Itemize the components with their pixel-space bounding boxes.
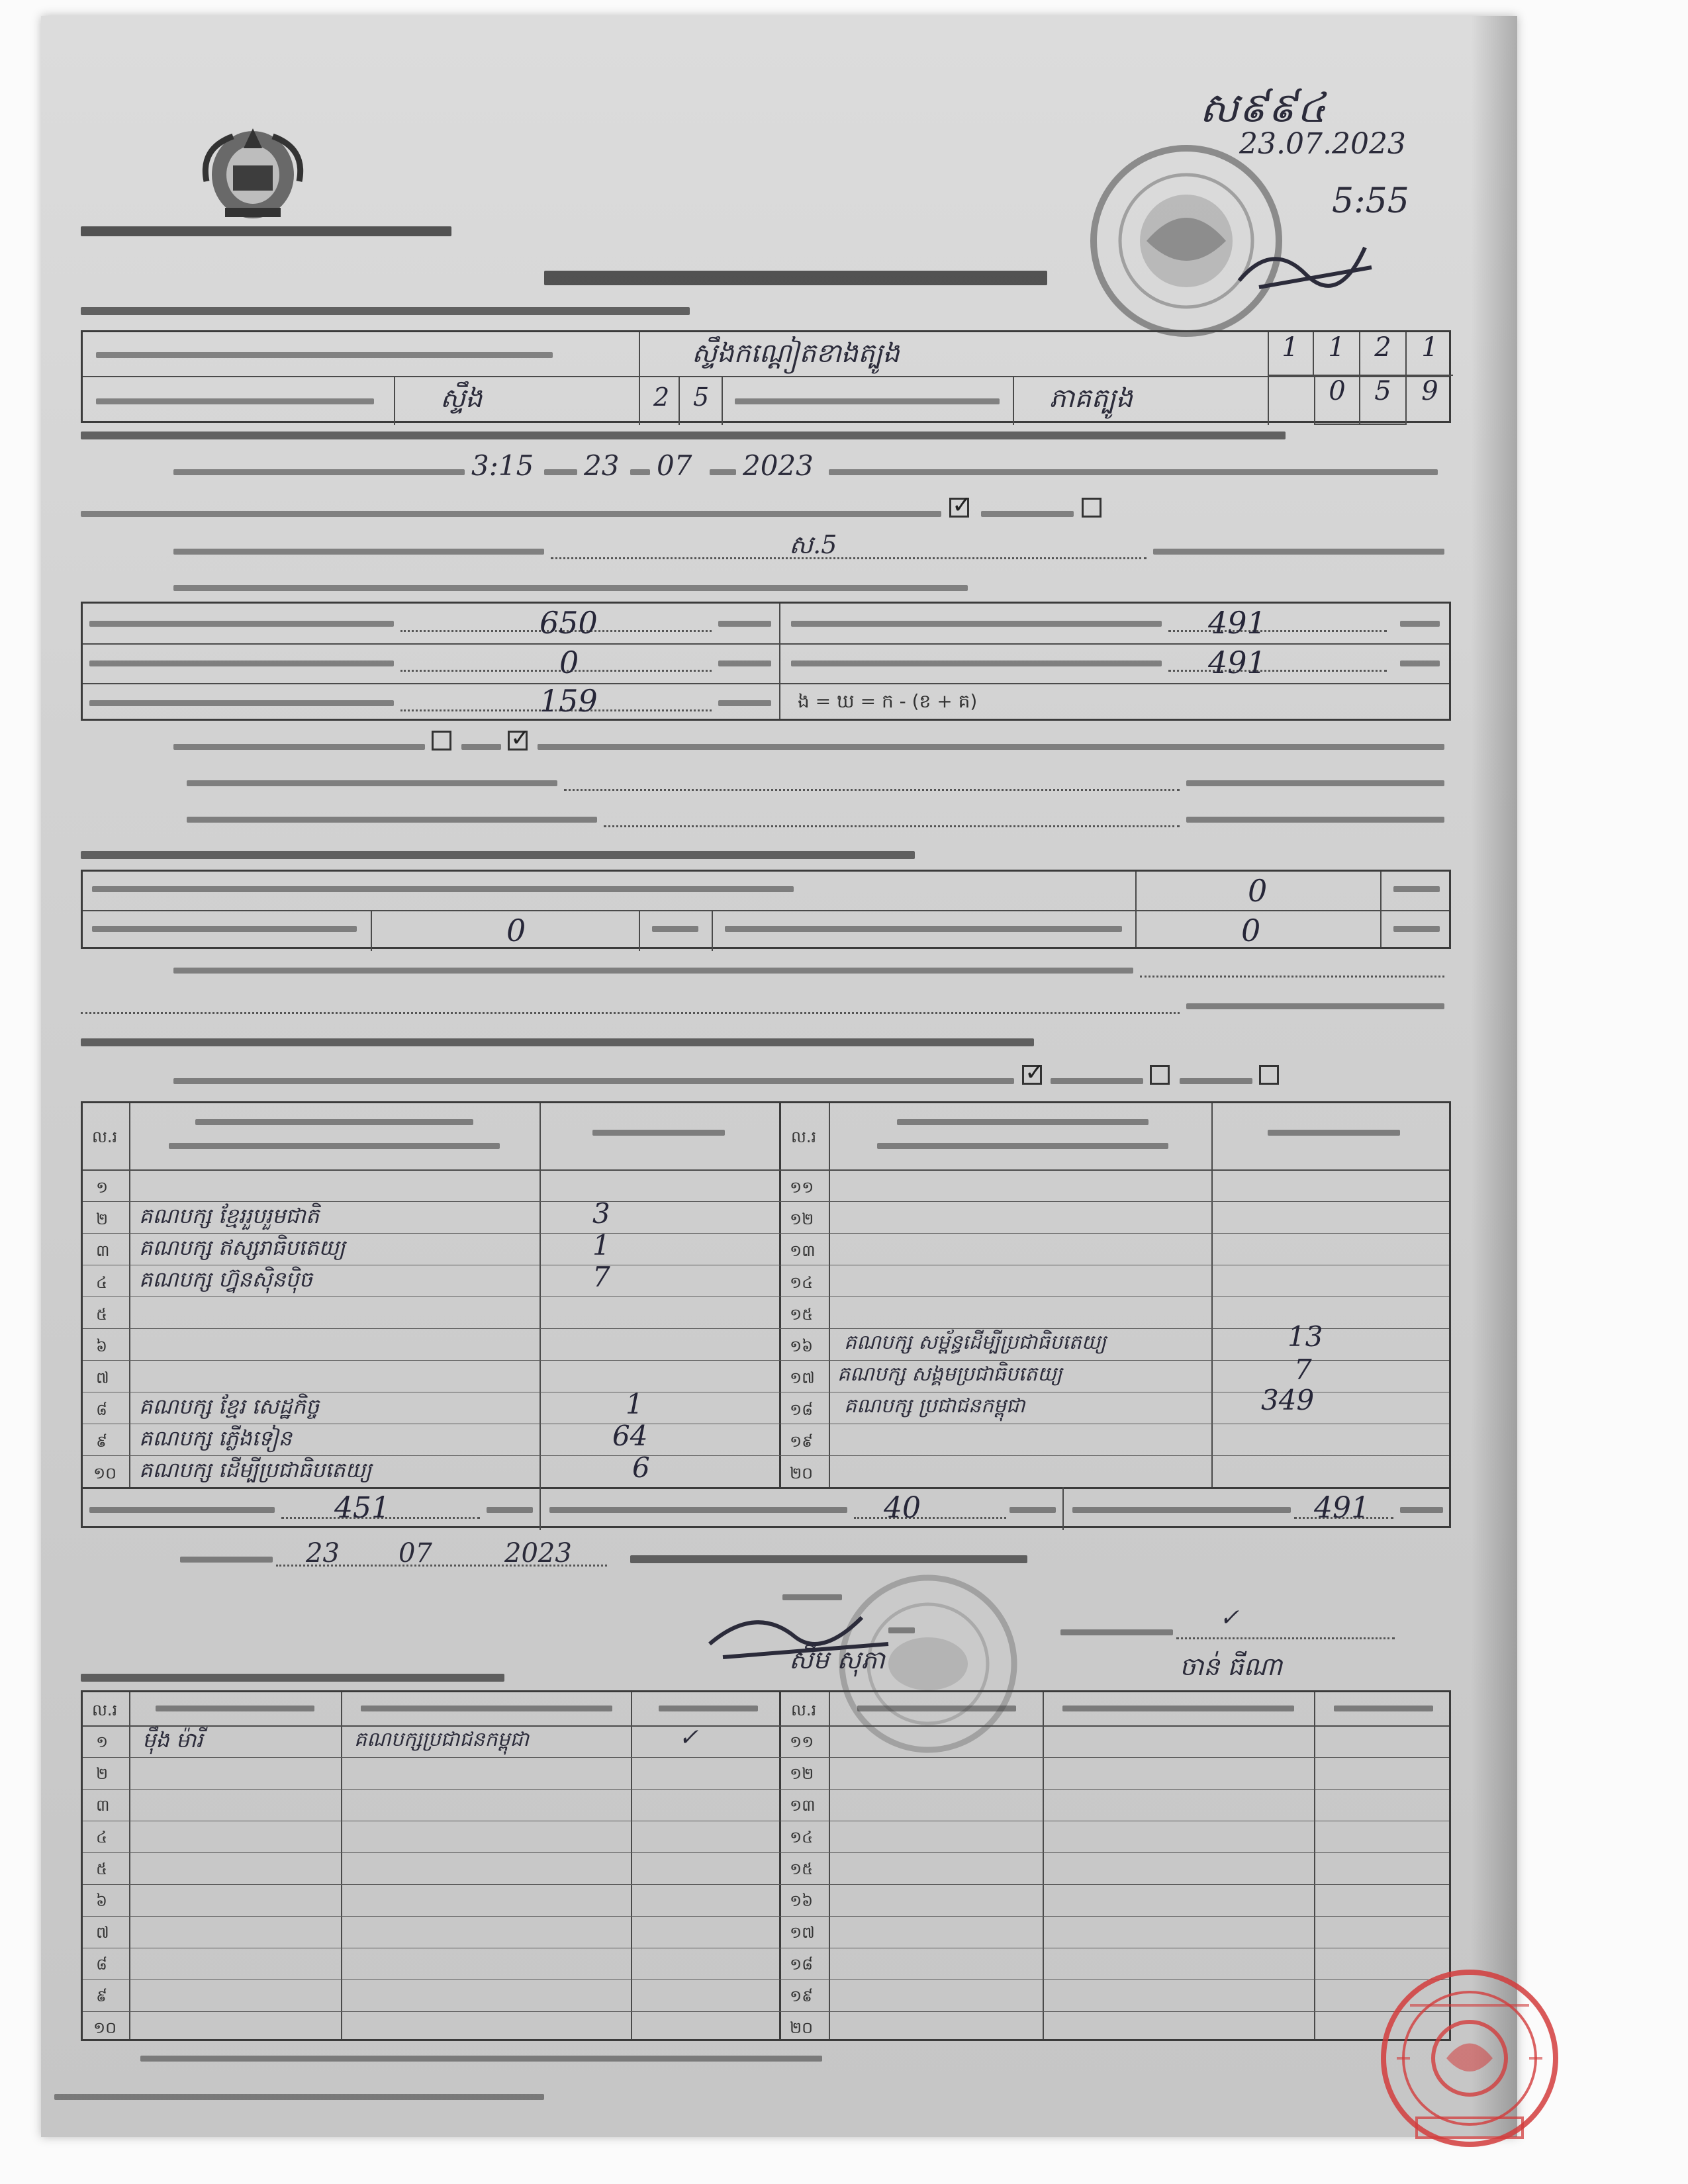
agent-name: ម៉ឹង ម៉ារី bbox=[142, 1727, 203, 1752]
row-number: ១៩ bbox=[790, 1432, 814, 1451]
chair-name: សឹម សុភា bbox=[789, 1645, 885, 1674]
row-number: ១៦ bbox=[790, 1891, 814, 1910]
row-number: ១០ bbox=[93, 1464, 117, 1482]
row-number: ១៥ bbox=[790, 1860, 814, 1878]
party-name: គណបក្ស ឥស្សរាធិបតេយ្យ bbox=[139, 1235, 346, 1260]
committee-name-line bbox=[81, 226, 451, 236]
row-number: ១ bbox=[96, 1733, 109, 1751]
party-votes: 1 bbox=[626, 1388, 643, 1420]
row-number: ៦ bbox=[96, 1891, 107, 1910]
complaints-resolved: 0 bbox=[506, 913, 526, 948]
sec2-remark-mark: ស.5 bbox=[789, 530, 837, 559]
form-footer-note bbox=[54, 2094, 544, 2100]
checkbox-two-ballot[interactable] bbox=[1150, 1065, 1170, 1085]
party-votes: 64 bbox=[612, 1420, 648, 1452]
value-d: 491 bbox=[1208, 605, 1266, 641]
row-number: ១៧ bbox=[790, 1369, 815, 1387]
checkbox-has[interactable] bbox=[432, 731, 451, 751]
party-name: គណបក្ស ហ្វ៊ុនស៊ិនប៉ិច bbox=[139, 1267, 312, 1292]
total-valid-votes: 451 bbox=[334, 1491, 390, 1525]
station-digit: 2 bbox=[1360, 332, 1407, 376]
party-name: គណបក្ស សង្គមប្រជាធិបតេយ្យ bbox=[837, 1363, 1062, 1386]
section-3-heading bbox=[81, 851, 915, 859]
row-number: ១០ bbox=[93, 2019, 117, 2037]
section-4-heading bbox=[81, 1038, 1034, 1046]
complaints-forwarded: 0 bbox=[1241, 913, 1261, 948]
party-name: គណបក្ស ដើម្បីប្រជាធិបតេយ្យ bbox=[139, 1457, 372, 1482]
party-name: គណបក្ស ខ្មែរ សេដ្ឋកិច្ច bbox=[139, 1394, 320, 1419]
national-crest-icon bbox=[193, 102, 312, 228]
party-votes: 349 bbox=[1261, 1384, 1315, 1416]
checkbox-three-ballot[interactable] bbox=[1259, 1065, 1279, 1085]
receipt-code: ស៩៩៤ bbox=[1199, 83, 1326, 132]
checkbox-none[interactable] bbox=[508, 731, 528, 751]
total-ballots: 491 bbox=[1314, 1491, 1370, 1525]
village-digit: 0 bbox=[1314, 376, 1360, 425]
party-agents-table: ល.រ ល.រ ១ ២ ៣ ៤ ៥ ៦ ៧ ៨ ៩ ១០ ម៉ឹង ម៉ារី គណបក្សប្រជាជនកម្ពុជា ✓ ១១ ១២ ១៣ ១៤ ១៥ ១៦ ១៧ ១៨ ១៩ ២០ bbox=[81, 1690, 1451, 2041]
receipt-time: 5:55 bbox=[1332, 181, 1409, 221]
commune-name: ស្ទឹង bbox=[440, 383, 483, 414]
row-number: ១២ bbox=[790, 1764, 814, 1783]
party-votes: 7 bbox=[592, 1261, 610, 1293]
sign-year: 2023 bbox=[504, 1538, 572, 1569]
sec2-day: 23 bbox=[584, 449, 620, 482]
checkbox-one-ballot[interactable] bbox=[1022, 1065, 1042, 1085]
red-certification-seal bbox=[1370, 1959, 1569, 2158]
polling-station-name: ស្ទឹងកណ្តៀតខាងត្បូង bbox=[692, 338, 900, 369]
row-number: ១៨ bbox=[790, 1400, 814, 1419]
sign-day: 23 bbox=[306, 1538, 340, 1569]
section-1-table bbox=[81, 330, 1451, 423]
row-number: ៧ bbox=[96, 1369, 109, 1387]
section-1-heading bbox=[81, 307, 690, 315]
row-number: ១១ bbox=[790, 1178, 814, 1197]
agent-party: គណបក្សប្រជាជនកម្ពុជា bbox=[354, 1728, 529, 1751]
checkbox-no[interactable] bbox=[1082, 498, 1102, 518]
row-number: ៦ bbox=[96, 1337, 107, 1355]
sec2-month: 07 bbox=[657, 449, 692, 482]
value-b: 0 bbox=[559, 645, 579, 680]
row-number: ១៣ bbox=[790, 1796, 816, 1815]
row-number: ១២ bbox=[790, 1210, 814, 1228]
receipt-signature bbox=[1233, 228, 1385, 300]
commune-digit: 2 bbox=[653, 383, 670, 412]
party-name: គណបក្ស សម្ព័ន្ធដើម្បីប្រជាធិបតេយ្យ bbox=[844, 1331, 1107, 1354]
row-number: ១៤ bbox=[790, 1273, 814, 1292]
party-name: គណបក្ស ប្រជាជនកម្ពុជា bbox=[844, 1394, 1025, 1418]
checkbox-yes[interactable] bbox=[949, 498, 969, 518]
sign-month: 07 bbox=[399, 1538, 432, 1569]
party-results-table: ល.រ ល.រ ១ ២ ៣ ៤ ៥ ៦ ៧ ៨ ៩ ១០ គណបក្ស ខ្មែររួបរួមជាតិ គណបក្ស ឥស្សរាធិបតេយ្យ គណបក្ស ហ្វ៊ុនស៊ិនប៉ិច គណបក្ស ខ្មែរ សេដ្ឋកិច្ច គណបក្ស ភ្លើងទៀន គណបក្ស ដើម្បីប្រជាធិបតេយ្យ 3 1 7 1 64 6 ១១ ១២ ១៣ ១៤ ១៥ ១៦ ១៧ ១៨ ១៩ ២០ គណបក្ស សម្ព័ន្ធដើម្បីប្រជាធិបតេយ្យ គណបក្ស សង្គមប្រជាធិបតេយ្យ គណបក្ស ប្រជាជនកម្ពុជា 13 7 349 451 40 491 bbox=[81, 1101, 1451, 1528]
value-e: 491 bbox=[1208, 645, 1266, 680]
row-number: ៣ bbox=[96, 1796, 110, 1815]
formula-text: ង = ឃ = ក - (ខ + គ) bbox=[798, 690, 978, 712]
row-number: ៧ bbox=[96, 1923, 109, 1942]
party-votes: 6 bbox=[632, 1451, 650, 1484]
party-votes: 7 bbox=[1294, 1353, 1312, 1386]
secretary-signature: ✓ bbox=[1219, 1604, 1240, 1631]
row-number: ១៥ bbox=[790, 1305, 814, 1324]
party-votes: 13 bbox=[1288, 1320, 1323, 1353]
row-number: ១៣ bbox=[790, 1242, 816, 1260]
row-number: ១៩ bbox=[790, 1987, 814, 2005]
row-label-commune bbox=[96, 398, 374, 404]
commune-digit: 5 bbox=[693, 383, 710, 412]
row-number: ២០ bbox=[790, 2019, 814, 2037]
village-digit: 5 bbox=[1360, 376, 1407, 425]
station-digit: 1 bbox=[1407, 332, 1453, 376]
agent-signature: ✓ bbox=[679, 1724, 699, 1751]
station-digit: 1 bbox=[1268, 332, 1314, 376]
row-number: ១៨ bbox=[790, 1955, 814, 1974]
signature-heading bbox=[630, 1555, 1027, 1563]
village-digit: 9 bbox=[1421, 376, 1438, 406]
row-number: ២០ bbox=[790, 1464, 814, 1482]
row-number: ៤ bbox=[96, 1273, 107, 1292]
form-title bbox=[544, 271, 1047, 285]
complaints-table bbox=[81, 870, 1451, 949]
station-digit: 1 bbox=[1314, 332, 1360, 376]
row-number: ១១ bbox=[790, 1733, 814, 1751]
row-number: ១ bbox=[96, 1178, 109, 1197]
form-sheet bbox=[41, 16, 1517, 2137]
row-number: ៣ bbox=[96, 1242, 110, 1260]
secretary-name: ចាន់ ធីណា bbox=[1180, 1652, 1282, 1681]
footnote bbox=[140, 2056, 822, 2062]
row-number: ៩ bbox=[96, 1987, 107, 2005]
row-number: ១៤ bbox=[790, 1828, 814, 1846]
party-votes: 1 bbox=[592, 1229, 610, 1261]
section-2-heading bbox=[81, 432, 1286, 439]
sec2-year: 2023 bbox=[743, 449, 814, 482]
receipt-date: 23.07.2023 bbox=[1239, 127, 1406, 161]
row-number: ៩ bbox=[96, 1432, 107, 1451]
value-c: 159 bbox=[539, 683, 598, 719]
ballot-count-table bbox=[81, 602, 1451, 721]
village-name: ភាគត្បូង bbox=[1049, 383, 1133, 414]
row-label-polling-station bbox=[96, 352, 553, 358]
party-name: គណបក្ស ភ្លើងទៀន bbox=[139, 1426, 292, 1451]
row-number: ១៦ bbox=[790, 1337, 814, 1355]
party-name: គណបក្ស ខ្មែររួបរួមជាតិ bbox=[139, 1203, 320, 1228]
row-number: ៥ bbox=[96, 1860, 107, 1878]
row-number: ២ bbox=[96, 1764, 109, 1783]
row-number: ១៧ bbox=[790, 1923, 815, 1942]
row-number: ៨ bbox=[96, 1955, 107, 1974]
complaints-count: 0 bbox=[1248, 873, 1268, 909]
value-a: 650 bbox=[539, 605, 598, 641]
sec2-time: 3:15 bbox=[471, 449, 534, 482]
sec2-text bbox=[173, 469, 465, 475]
row-number: ៤ bbox=[96, 1828, 107, 1846]
party-votes: 3 bbox=[592, 1197, 610, 1230]
total-invalid-votes: 40 bbox=[884, 1491, 921, 1525]
row-number: ៨ bbox=[96, 1400, 107, 1419]
row-number: ២ bbox=[96, 1210, 109, 1228]
row-label-village bbox=[735, 398, 1000, 404]
section-5-heading bbox=[81, 1674, 504, 1682]
row-number: ៥ bbox=[96, 1305, 107, 1324]
